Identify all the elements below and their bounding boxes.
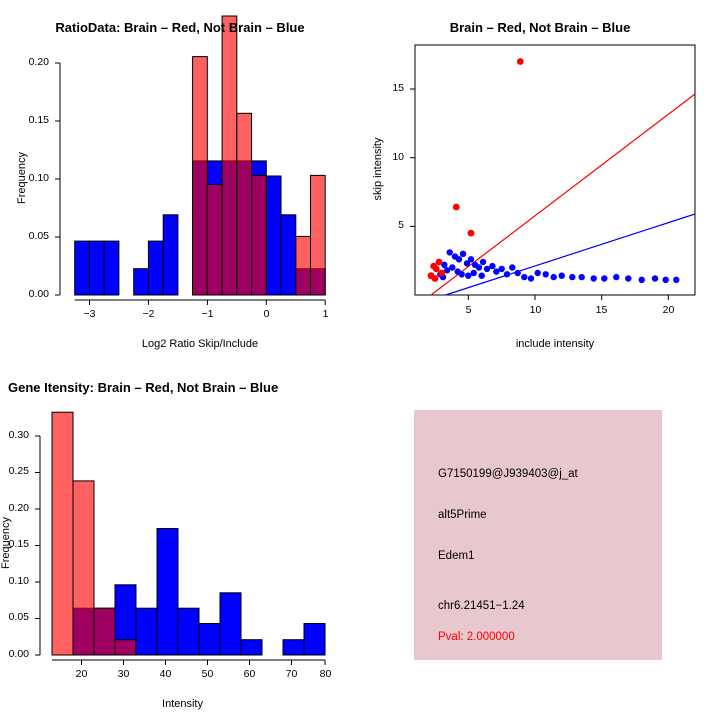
scatter-y-tick: 15 xyxy=(392,82,404,94)
ratio-y-tick: 0.20 xyxy=(28,56,49,68)
pval-text: Pval: 2.000000 xyxy=(438,631,515,643)
scatter-x-tick: 10 xyxy=(529,304,542,316)
gene-y-tick: 0.30 xyxy=(8,429,29,441)
gene-name-text: Edem1 xyxy=(438,550,475,562)
ratio-x-tick: −2 xyxy=(142,308,155,320)
scatter-y-axis-label: skip intensity xyxy=(372,137,384,201)
gene-x-tick: 70 xyxy=(285,668,298,680)
panel-ratio-histogram xyxy=(0,0,360,360)
scatter-y-tick: 10 xyxy=(392,151,404,163)
ratio-x-tick: 0 xyxy=(263,308,270,320)
ratio-x-tick: −1 xyxy=(201,308,214,320)
gene-x-tick: 80 xyxy=(319,668,332,680)
gene-x-tick: 30 xyxy=(117,668,130,680)
scatter-x-tick: 15 xyxy=(595,304,608,316)
panel-intensity-scatter xyxy=(360,0,720,360)
annotation-info-box xyxy=(414,410,662,660)
gene-y-tick: 0.15 xyxy=(8,538,29,550)
scatter-x-axis-label: include intensity xyxy=(515,338,595,350)
ratio-y-axis-label: Frequency xyxy=(16,152,28,204)
ratio-y-tick: 0.10 xyxy=(28,172,49,184)
gene-x-tick: 60 xyxy=(243,668,256,680)
gene-y-tick: 0.20 xyxy=(8,502,29,514)
gene-x-tick: 40 xyxy=(159,668,172,680)
ratio-x-tick: −3 xyxy=(83,308,96,320)
gene-x-axis-label: Intensity xyxy=(162,698,203,710)
ratio-y-tick: 0.00 xyxy=(28,288,49,300)
ratio-x-tick: 1 xyxy=(322,308,329,320)
gene-y-axis-label: Frequency xyxy=(0,517,12,569)
locus-text: chr6.21451−1.24 xyxy=(438,600,525,612)
scatter-x-tick: 5 xyxy=(465,304,472,316)
gene-y-tick: 0.00 xyxy=(8,648,29,660)
scatter-title: Brain – Red, Not Brain – Blue xyxy=(449,20,631,35)
probe-id-text: G7150199@J939403@j_at xyxy=(438,468,578,480)
ratio-y-tick: 0.15 xyxy=(28,114,49,126)
scatter-x-tick: 20 xyxy=(662,304,675,316)
panel-gene-histogram xyxy=(0,360,400,720)
ratio-histogram-title: RatioData: Brain – Red, Not Brain – Blue xyxy=(55,20,305,35)
gene-y-tick: 0.10 xyxy=(8,575,29,587)
gene-y-tick: 0.25 xyxy=(8,465,29,477)
event-type-text: alt5Prime xyxy=(438,509,487,521)
ratio-y-tick: 0.05 xyxy=(28,230,49,242)
gene-x-tick: 20 xyxy=(75,668,88,680)
gene-x-tick: 50 xyxy=(201,668,214,680)
ratio-x-axis-label: Log2 Ratio Skip/Include xyxy=(141,338,259,350)
gene-y-tick: 0.05 xyxy=(8,611,29,623)
scatter-y-tick: 5 xyxy=(398,219,404,231)
gene-histogram-title: Gene Itensity: Brain – Red, Not Brain – Blue xyxy=(8,380,279,395)
